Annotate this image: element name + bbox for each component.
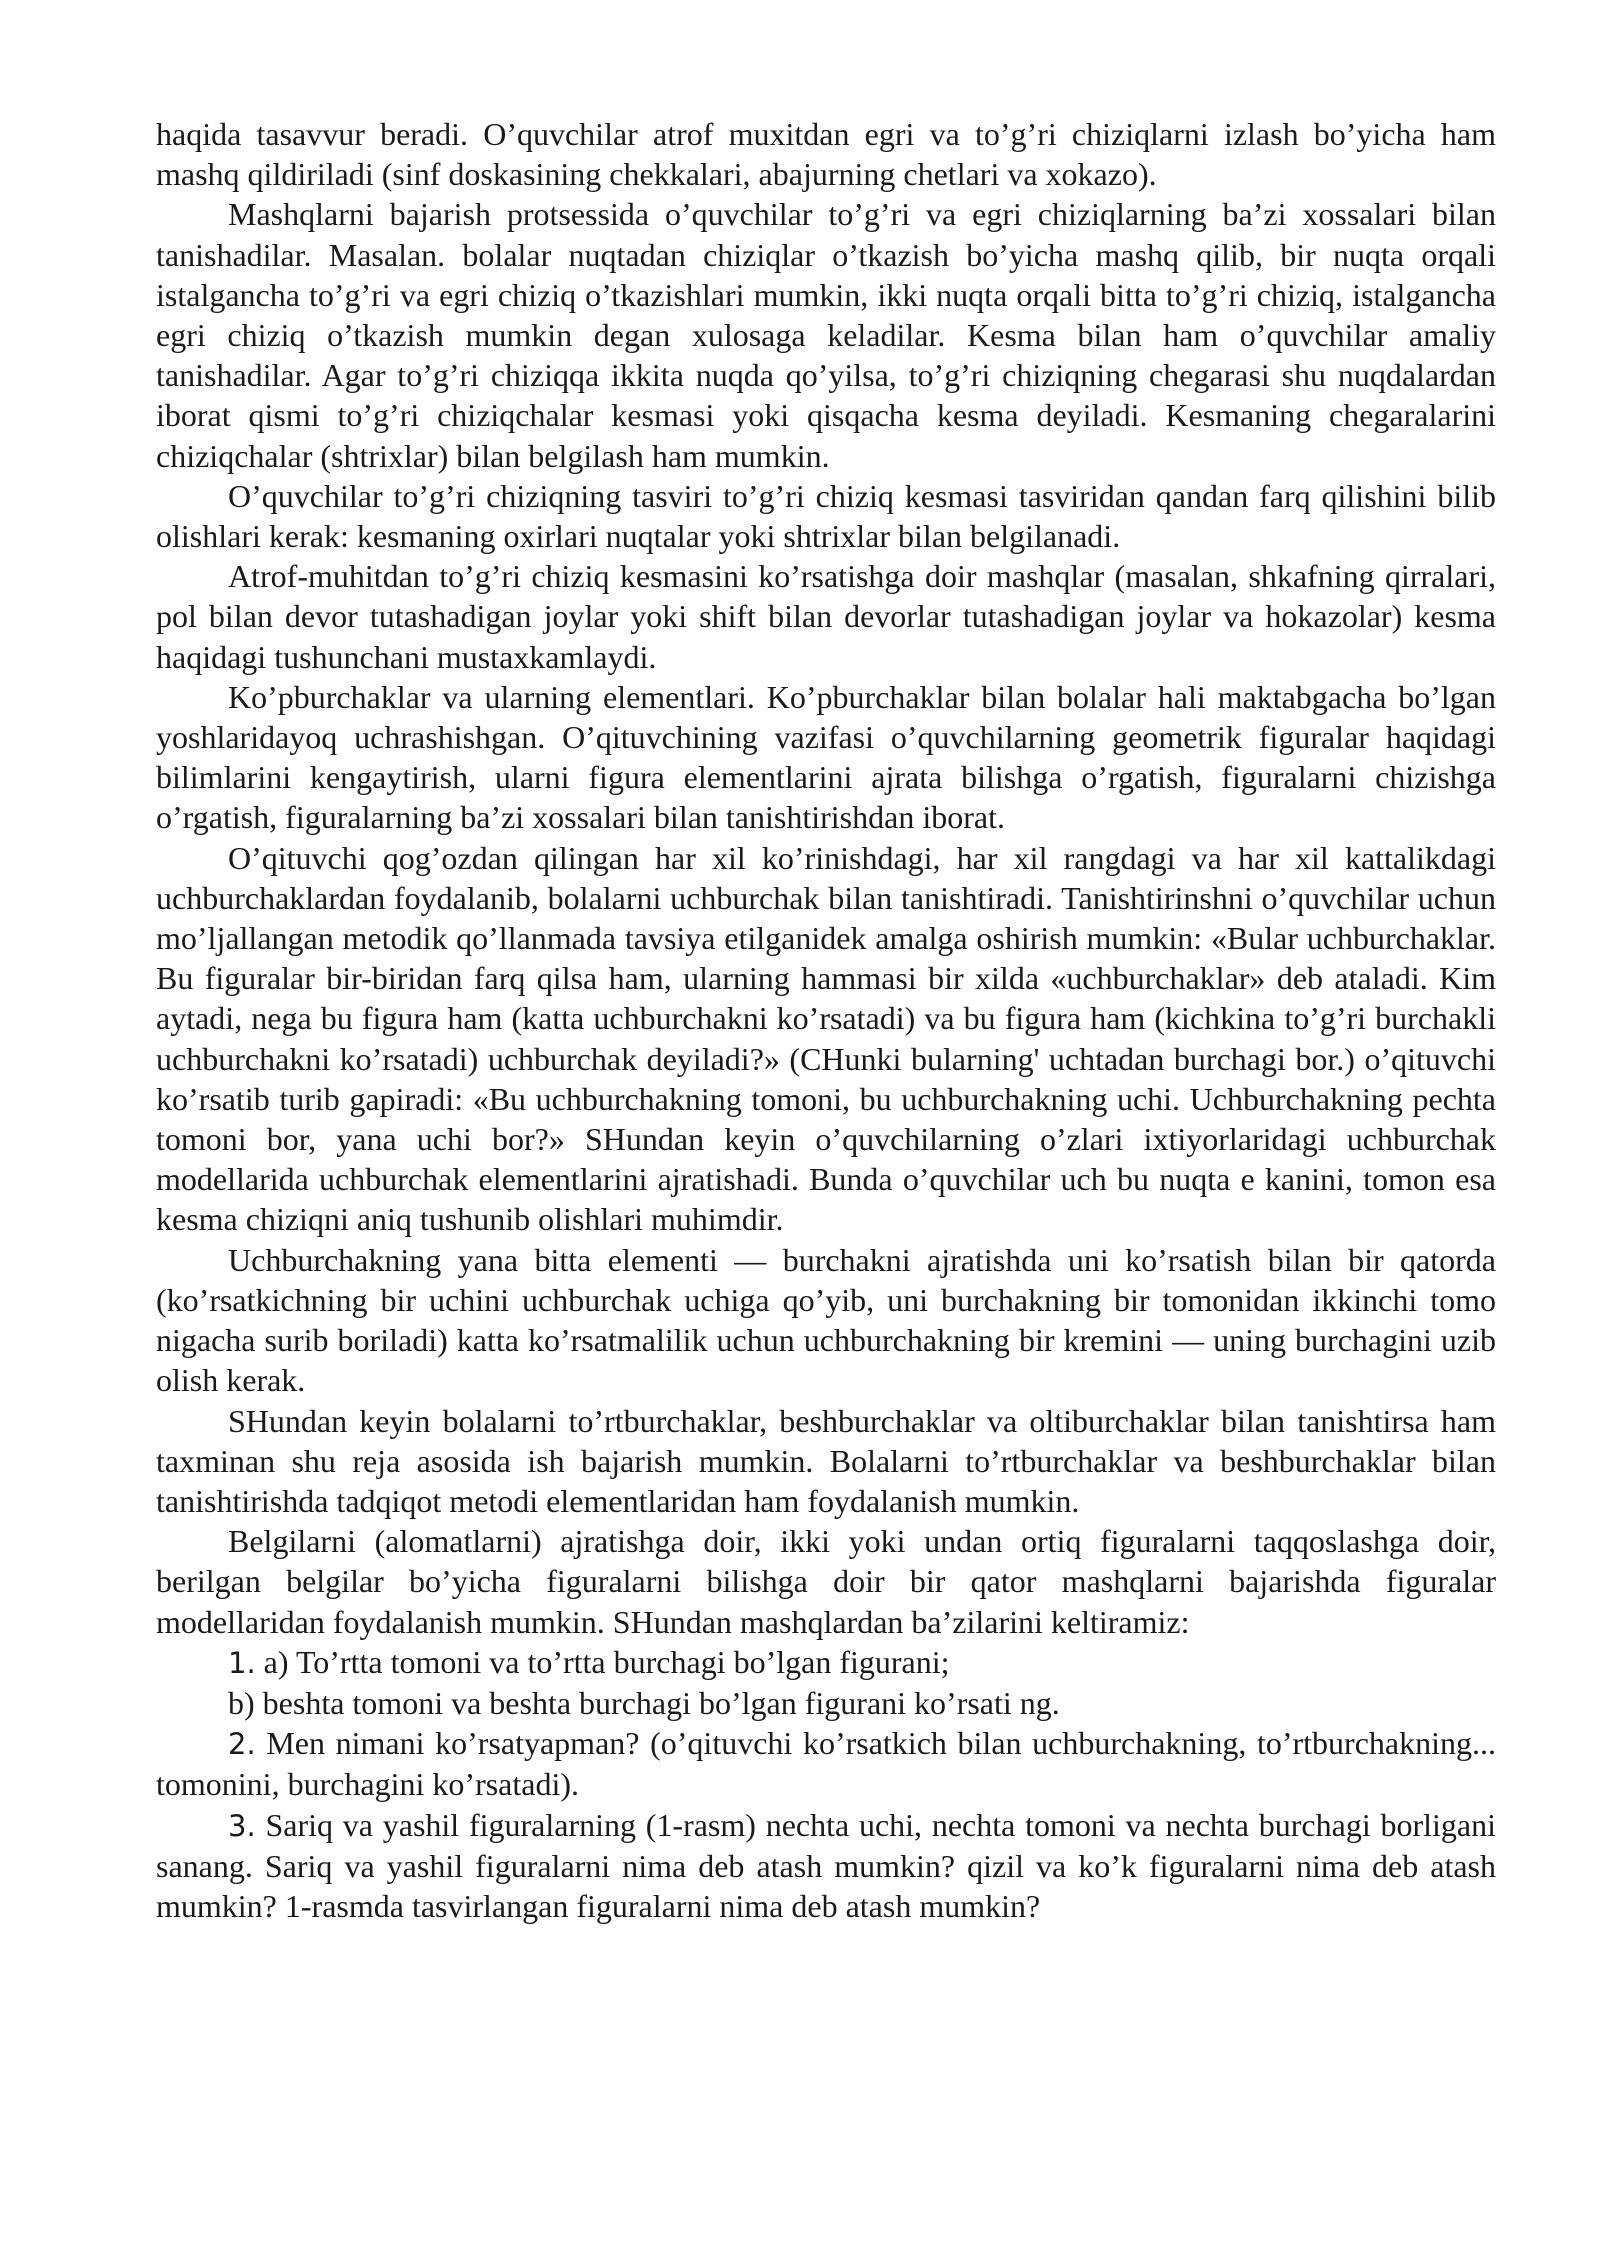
paragraph-segment-image: O’quvchilar to’g’ri chiziqning tasviri to’g’ri chiziq kesmasi tasviridan qandan farq qilishini bilib olishlari kerak: kesmaning oxirlari nuqtalar yoki shtrixlar bilan belgilanadi. — [156, 477, 1496, 555]
exercise-text-2: Men nimani ko’rsatyapman? (o’qituvchi ko’rsatkich bilan uchburchakning, to’rtburchakning... tomonini, burchagini ko’rsatadi). — [156, 1725, 1497, 1803]
exercise-item-1-continuation: b) beshta tomoni va beshta burchagi bo’lgan figurani ko’rsati ng. — [228, 1684, 1060, 1721]
exercise-number-2: 2. — [228, 1727, 256, 1762]
paragraph-lines-properties: Mashqlarni bajarish protsessida o’quvchilar to’g’ri va egri chiziqlarning ba’zi xossalari bilan tanishadilar. Masalan. bolalar nuqtadan chiziqlar o’tkazish bo’yicha mashq qilib, bir nuqta orqali istalgancha to’g’ri va egri chiziq o’tkazishlari mumkin, ikki nuqta orqali bitta to’g’ri chiziq, istalgancha egri chiziq o’tkazish mumkin degan xulosaga keladilar. Kesma bilan ham o’quvchilar amaliy tanishadilar. Agar to’g’ri chiziqqa ikkita nuqda qo’yilsa, to’g’ri chiziqning chegarasi shu nuqdalardan iborat qismi to’g’ri chiziqchalar kesmasi yoki qisqacha kesma deyiladi. Kesmaning chegaralarini chiziqchalar (shtrixlar) bilan belgilash ham mumkin. — [156, 196, 1496, 474]
exercise-number-3: 3. — [228, 1808, 256, 1843]
paragraph-triangle-angle: Uchburchakning yana bitta elementi — burchakni ajratishda uni ko’rsatish bilan bir qatorda (ko’rsatkichning bir uchini uchburchak uchiga qo’yib, uni burchakning bir tomonidan ikkinchi tomo nigacha surib boriladi) katta ko’rsatmalilik uchun uchburchakning bir kremini — uning burchagini uzib olish kerak. — [156, 1241, 1496, 1399]
document-body — [156, 114, 1496, 1926]
exercise-item-2 — [156, 1723, 1496, 1804]
paragraph-segment-environment: Atrof-muhitdan to’g’ri chiziq kesmasini ko’rsatishga doir mashqlar (masalan, shkafning qirralari, pol bilan devor tutashadigan joylar yoki shift bilan devorlar tutashadigan joylar va hokazolar) kesma haqidagi tushunchani mustaxkamlaydi. — [156, 558, 1496, 675]
paragraph-continuation: haqida tasavvur beradi. O’quvchilar atrof muxitdan egri va to’g’ri chiziqlarni izlash bo’yicha ham mashq qildiriladi (sinf doskasining chekkalari, abajurning chetlari va xokazo). — [156, 116, 1496, 193]
exercise-item-1 — [156, 1642, 1496, 1683]
paragraph-exercises-intro: Belgilarni (alomatlarni) ajratishga doir, ikki yoki undan ortiq figuralarni taqqoslashga doir, berilgan belgilar bo’yicha figuralarni bilishga doir bir qator mashqlarni bajarishda figuralar modellaridan foydalanish mumkin. SHundan mashqlardan ba’zilarini keltiramiz: — [156, 1523, 1496, 1640]
exercise-number-1: 1. — [228, 1645, 256, 1680]
paragraph-polygons-intro: Ko’pburchaklar va ularning elementlari. Ko’pburchaklar bilan bolalar hali maktabgacha bo’lgan yoshlaridayoq uchrashishgan. O’qituvchining vazifasi o’quvchilarning geometrik figuralar haqidagi bilimlarini kengaytirish, ularni figura elementlarini ajrata bilishga o’rgatish, figuralarni chizishga o’rgatish, figuralarning ba’zi xossalari bilan tanishtirishdan iborat. — [156, 678, 1496, 836]
paragraph-triangle-intro: O’qituvchi qog’ozdan qilingan har xil ko’rinishdagi, har xil rangdagi va har xil kattalikdagi uchburchaklardan foydalanib, bolalarni uchburchak bilan tanishtiradi. Tanishtirinshni o’quvchilar uchun mo’ljallangan metodik qo’llanmada tavsiya etilganidek amalga oshirish mumkin: «Bular uchburchaklar. Bu figuralar bir-biridan farq qilsa ham, ularning hammasi bir xilda «uchburchaklar» deb ataladi. Kim aytadi, nega bu figura ham (katta uchburchakni ko’rsatadi) va bu figura ham (kichkina to’g’ri burchakli uchburchakni ko’rsatadi) uchburchak deyiladi?» (CHunki bularning' uchtadan burchagi bor.) o’qituvchi ko’rsatib turib gapiradi: «Bu uchburchakning tomoni, bu uchburchakning uchi. Uchburchakning pechta tomoni bor, yana uchi bor?» SHundan keyin o’quvchilarning o’zlari ixtiyorlaridagi uchburchak modellarida uchburchak elementlarini ajratishadi. Bunda o’quvchilar uch bu nuqta e kanini, tomon esa kesma chiziqni aniq tushunib olishlari muhimdir. — [156, 839, 1496, 1238]
paragraph-other-polygons: SHundan keyin bolalarni to’rtburchaklar, beshburchaklar va oltiburchaklar bilan tanishtirsa ham taxminan shu reja asosida ish bajarish mumkin. Bolalarni to’rtburchaklar va beshburchaklar bilan tanishtirishda tadqiqot metodi elementlaridan ham foydalanish mumkin. — [156, 1402, 1496, 1519]
exercise-text-3: Sariq va yashil figuralarning (1-rasm) nechta uchi, nechta tomoni va nechta burchagi borligani sanang. Sariq va yashil figuralarni nima deb atash mumkin? qizil va ko’k figuralarni nima deb atash mumkin? 1-rasmda tasvirlangan figuralarni nima deb atash mumkin? — [156, 1806, 1497, 1924]
exercise-item-3 — [156, 1805, 1496, 1927]
exercise-text-1: a) To’rtta tomoni va to’rtta burchagi bo’lgan figurani; — [263, 1643, 950, 1680]
